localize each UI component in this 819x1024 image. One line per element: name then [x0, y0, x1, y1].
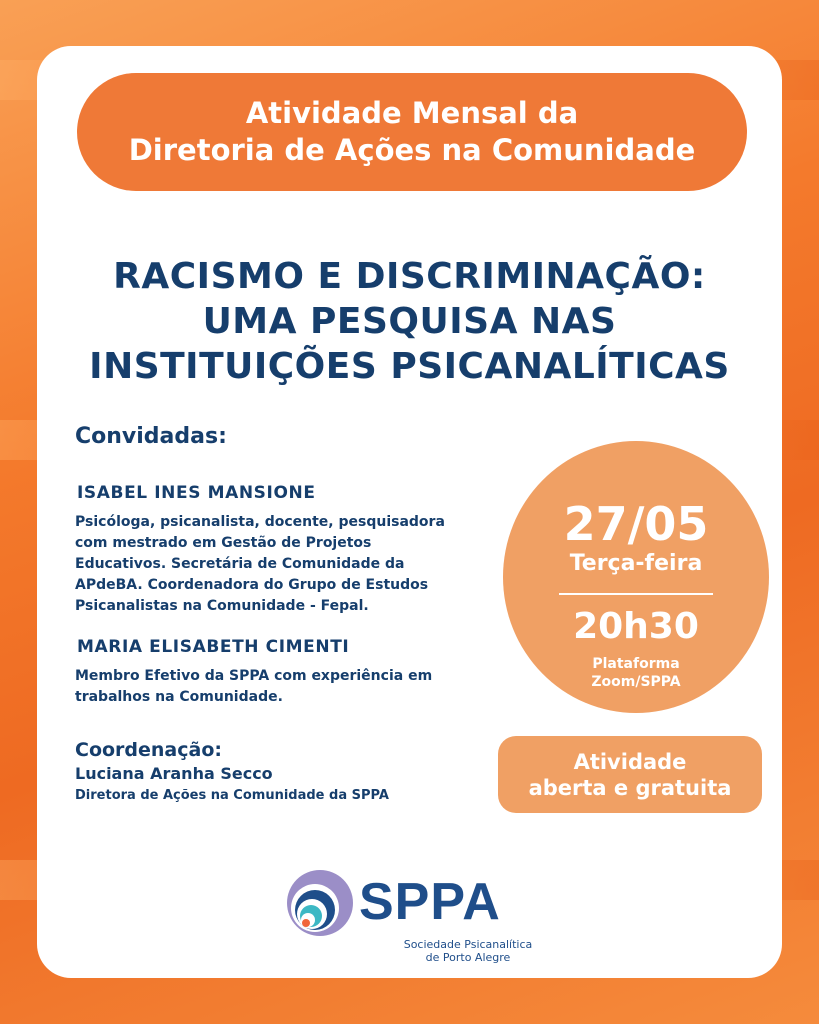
guest-1-bio-line: com mestrado em Gestão de Projetos [75, 535, 372, 551]
platform-line-1: Plataforma [592, 656, 680, 672]
logo-subtitle-line-1: Sociedade Psicanalítica [403, 938, 533, 951]
free-access-badge [498, 736, 762, 813]
coordination-heading: Coordenação: [75, 739, 222, 761]
guest-2-name: MARIA ELISABETH CIMENTI [77, 637, 350, 657]
event-platform [503, 655, 769, 691]
logo-acronym: SPPA [359, 873, 501, 931]
event-time: 20h30 [573, 606, 699, 647]
guest-1-bio-line: Educativos. Secretária de Comunidade da [75, 556, 405, 572]
poster-card [37, 46, 782, 978]
guest-2-bio-line: Membro Efetivo da SPPA com experiência em [75, 668, 433, 684]
divider [559, 593, 713, 595]
event-date: 27/05 [563, 497, 709, 551]
banner-line-1: Atividade Mensal da [245, 96, 579, 130]
title-line-2: UMA PESQUISA NAS [202, 301, 617, 342]
sppa-logo [285, 868, 545, 968]
guest-1-name: ISABEL INES MANSIONE [77, 483, 316, 503]
guest-1-bio-line: Psicanalistas na Comunidade - Fepal. [75, 598, 369, 614]
title-line-1: RACISMO E DISCRIMINAÇÃO: [113, 256, 706, 297]
logo-subtitle-line-2: de Porto Alegre [425, 951, 511, 964]
access-line-2: aberta e gratuita [528, 775, 732, 800]
platform-line-2: Zoom/SPPA [591, 674, 681, 690]
event-title [57, 254, 762, 389]
title-line-3: INSTITUIÇÕES PSICANALÍTICAS [89, 346, 730, 387]
sppa-logo-icon [285, 868, 355, 938]
banner-line-2: Diretoria de Ações na Comunidade [128, 133, 696, 167]
coordinator-role: Diretora de Ações na Comunidade da SPPA [75, 788, 389, 803]
logo-subtitle [403, 938, 533, 964]
guest-2-bio [75, 666, 515, 708]
coordinator-name: Luciana Aranha Secco [75, 764, 273, 783]
guests-heading: Convidadas: [75, 424, 227, 449]
guest-1-bio-line: APdeBA. Coordenadora do Grupo de Estudos [75, 577, 429, 593]
guest-1-bio [75, 512, 515, 617]
access-line-1: Atividade [573, 749, 687, 774]
guest-1-bio-line: Psicóloga, psicanalista, docente, pesquisadora [75, 514, 445, 530]
header-banner [77, 73, 747, 191]
event-details-circle [503, 441, 769, 713]
event-weekday: Terça-feira [569, 551, 703, 576]
guest-2-bio-line: trabalhos na Comunidade. [75, 689, 283, 705]
